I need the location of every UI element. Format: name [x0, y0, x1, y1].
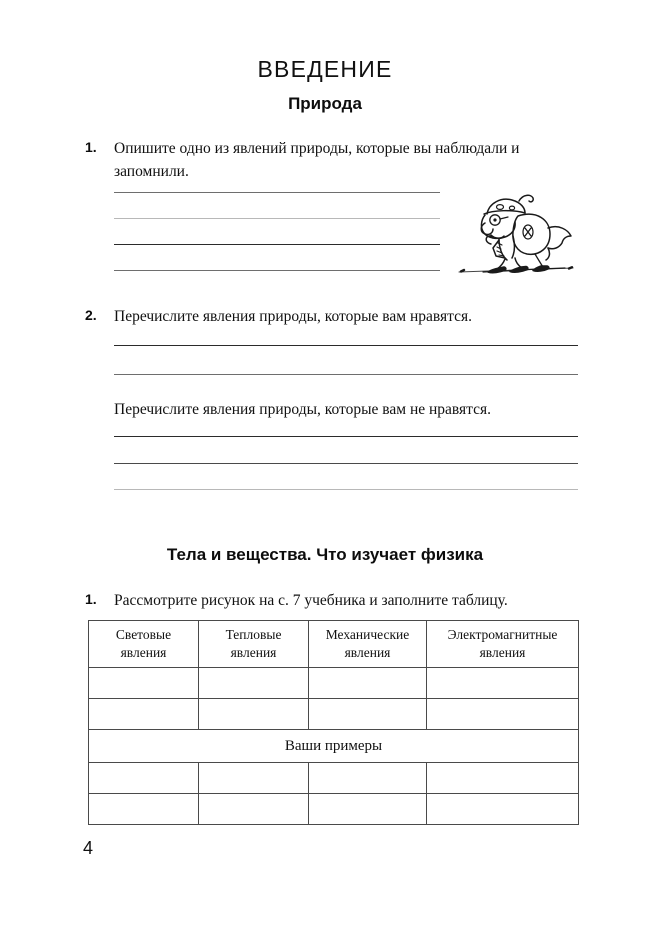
table-header-mechanical-line2: явления [344, 645, 391, 660]
answer-line-q1-4[interactable] [114, 270, 440, 271]
table-cell[interactable] [309, 699, 427, 730]
table-cell[interactable] [199, 794, 309, 825]
page-number: 4 [83, 838, 94, 858]
table-cell[interactable] [309, 763, 427, 794]
skiing-gnome-illustration [455, 186, 577, 282]
table-header-thermal-line1: Тепловые [225, 627, 282, 642]
table-header-electromagnetic-line1: Электромагнитные [447, 627, 558, 642]
table-row [89, 699, 579, 730]
table-cell[interactable] [199, 668, 309, 699]
table-cell[interactable] [427, 763, 579, 794]
question-1-number: 1. [85, 139, 97, 155]
table-cell[interactable] [309, 794, 427, 825]
section-heading-tela-i-veschestva: Тела и вещества. Что изучает физика [166, 545, 484, 564]
table-cell[interactable] [427, 794, 579, 825]
table-row [89, 763, 579, 794]
table-merged-row [89, 730, 579, 763]
question-2-subprompt-text: Перечислите явления природы, которые вам не нравятся. [114, 401, 492, 418]
answer-line-q2b-1[interactable] [114, 436, 578, 437]
table-cell[interactable] [199, 763, 309, 794]
section2-question-1-text: Рассмотрите рисунок на с. 7 учебника и заполните таблицу. [114, 592, 508, 609]
table-cell[interactable] [89, 794, 199, 825]
table-header-thermal [199, 621, 309, 668]
table-row [89, 668, 579, 699]
table-header-mechanical [309, 621, 427, 668]
phenomena-table [88, 620, 579, 825]
table-header-mechanical-line1: Механические [325, 627, 410, 642]
answer-line-q1-1[interactable] [114, 192, 440, 193]
table-header-light-line2: явления [120, 645, 167, 660]
table-cell[interactable] [199, 699, 309, 730]
table-cell[interactable] [427, 699, 579, 730]
section2-question-1-number: 1. [85, 591, 97, 607]
table-cell[interactable] [89, 668, 199, 699]
table-cell[interactable] [89, 763, 199, 794]
table-header-electromagnetic-line2: явления [479, 645, 526, 660]
answer-line-q2-1[interactable] [114, 345, 578, 346]
table-cell[interactable] [427, 668, 579, 699]
answer-line-q1-3[interactable] [114, 244, 440, 245]
table-row [89, 794, 579, 825]
table-cell[interactable] [89, 699, 199, 730]
table-cell[interactable] [309, 668, 427, 699]
table-header-light [89, 621, 199, 668]
table-header-light-line1: Световые [115, 627, 172, 642]
answer-line-q2-2[interactable] [114, 374, 578, 375]
table-header-thermal-line2: явления [230, 645, 277, 660]
question-2-number: 2. [85, 307, 97, 323]
table-header-electromagnetic [427, 621, 579, 668]
table-header-row [89, 621, 579, 668]
page-title: ВВЕДЕНИЕ [257, 56, 393, 82]
question-1-text: Опишите одно из явлений природы, которые вы наблюдали и запомнили. [114, 140, 520, 180]
answer-line-q1-2[interactable] [114, 218, 440, 219]
answer-line-q2b-3[interactable] [114, 489, 578, 490]
section-heading-priroda: Природа [288, 94, 362, 113]
answer-line-q2b-2[interactable] [114, 463, 578, 464]
question-2-text: Перечислите явления природы, которые вам нравятся. [114, 308, 472, 325]
table-merged-label: Ваши примеры [89, 730, 579, 763]
